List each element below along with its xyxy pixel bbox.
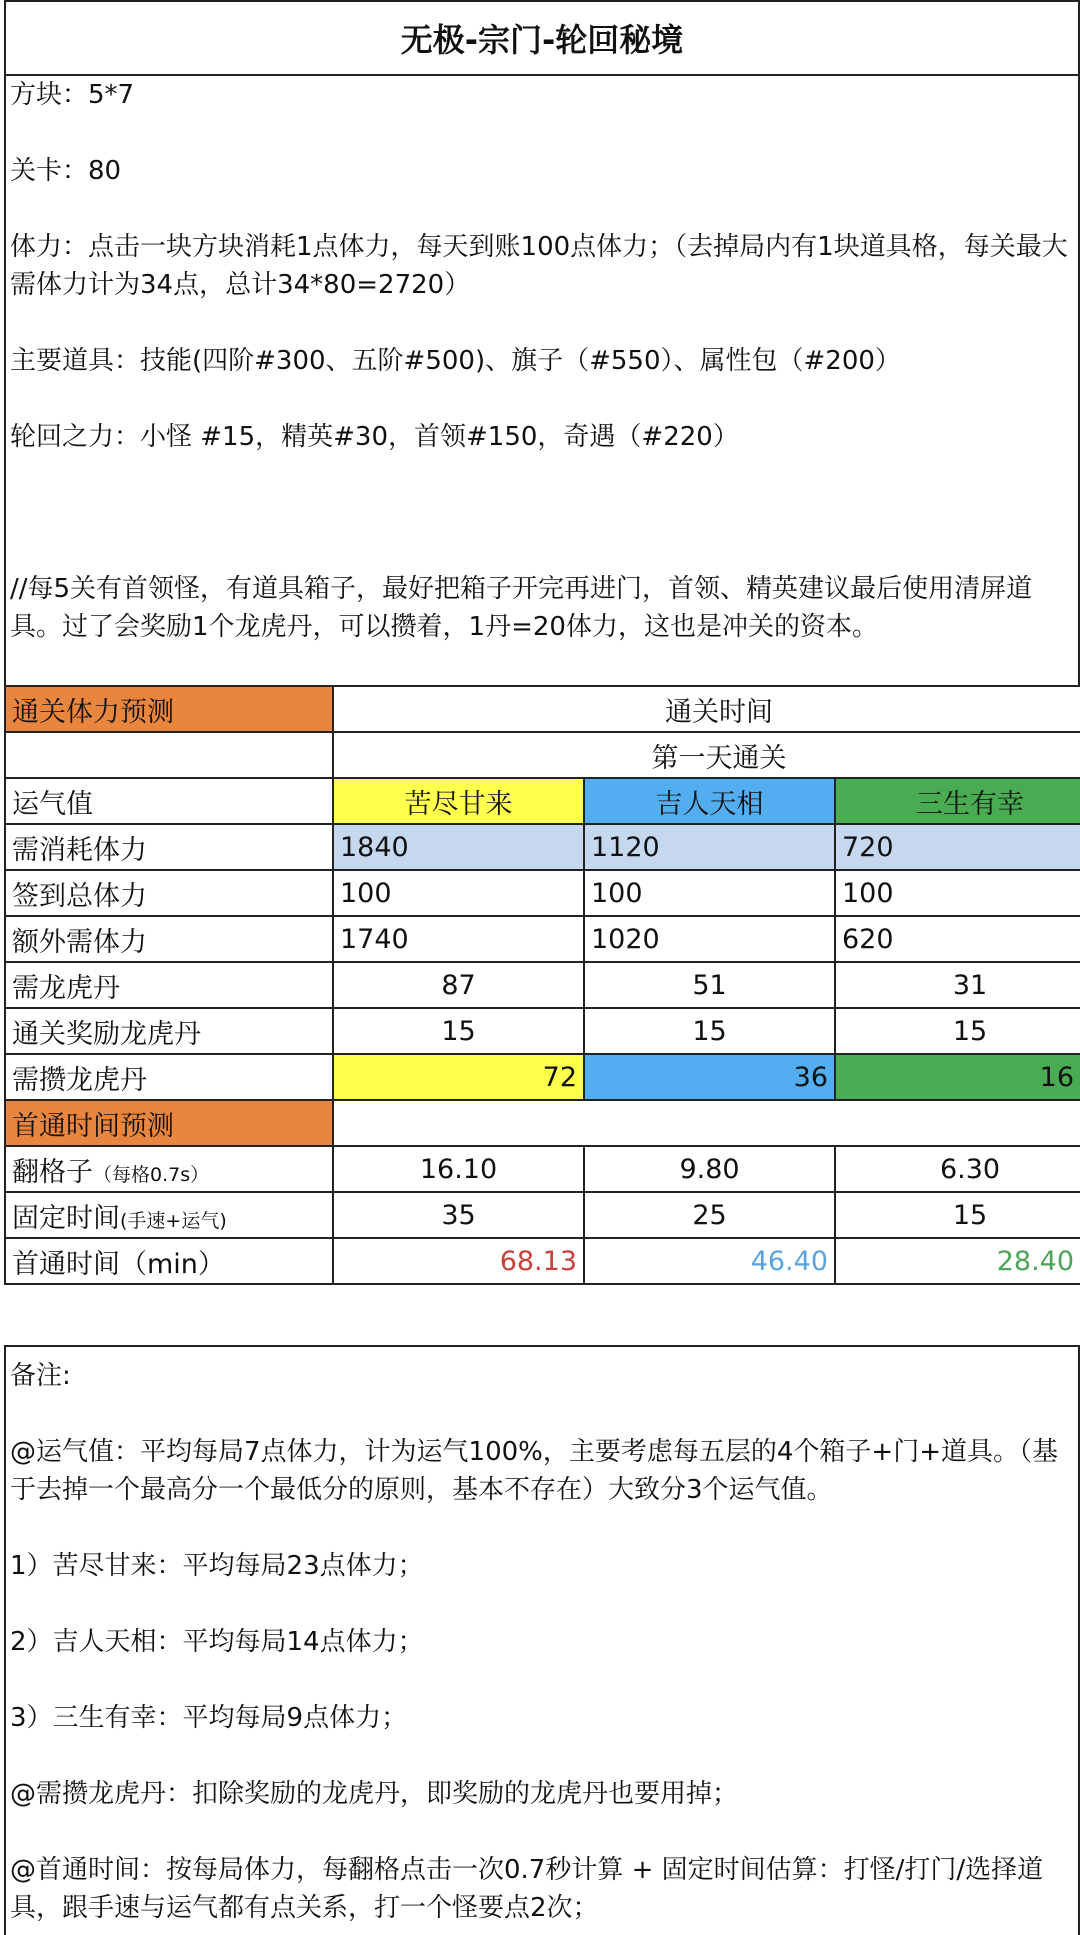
- note-l1: 1）苦尽甘来：平均每局23点体力；: [10, 1551, 424, 1581]
- cell-value: 51: [584, 962, 835, 1008]
- cell-value: 35: [333, 1192, 584, 1238]
- power-info: 轮回之力：小怪 #15，精英#30，首领#150，奇遇（#220）: [10, 422, 739, 452]
- table-row: [5, 686, 1080, 732]
- cell-value: 1020: [584, 916, 835, 962]
- table-row: [5, 778, 1080, 824]
- cell-value: 9.80: [584, 1146, 835, 1192]
- notes-heading: 备注:: [10, 1361, 71, 1391]
- table-row: [5, 824, 1080, 870]
- cell-value: 36: [584, 1054, 835, 1100]
- cell-value: 100: [333, 870, 584, 916]
- row-label: 首通时间（min）: [5, 1238, 333, 1284]
- cell-value: 6.30: [835, 1146, 1080, 1192]
- cell-value: 1740: [333, 916, 584, 962]
- table-row: [5, 1008, 1080, 1054]
- luck-bitter-sweet: 苦尽甘来: [333, 778, 584, 824]
- cell-value: 15: [835, 1008, 1080, 1054]
- forecast-table: [4, 685, 1080, 1285]
- table-row: [5, 1054, 1080, 1100]
- cell-value: 15: [835, 1192, 1080, 1238]
- empty-cell: [333, 1100, 1080, 1146]
- intro-text: [6, 76, 1078, 646]
- cell-value: 1120: [584, 824, 835, 870]
- tip-info: //每5关有首领怪，有道具箱子，最好把箱子开完再进门，首领、精英建议最后使用清屏道具。过了会奖励1个龙虎丹，可以攒着，1丹=20体力，这也是冲关的资本。: [10, 574, 1033, 642]
- section-first-clear-forecast: 首通时间预测: [5, 1100, 333, 1146]
- row-label: 需龙虎丹: [5, 962, 333, 1008]
- intro-panel: [4, 0, 1080, 685]
- cell-value: 620: [835, 916, 1080, 962]
- cell-value: 28.40: [835, 1238, 1080, 1284]
- levels-info: 关卡：80: [10, 156, 122, 186]
- notes-panel: [4, 1345, 1080, 1935]
- row-label: [5, 1192, 333, 1238]
- flip-label: 翻格子: [12, 1156, 93, 1188]
- page-title: 无极-宗门-轮回秘境: [6, 2, 1078, 76]
- cell-value: 46.40: [584, 1238, 835, 1284]
- cell-value: 100: [835, 870, 1080, 916]
- cell-value: 720: [835, 824, 1080, 870]
- note-luck: @运气值：平均每局7点体力，计为运气100%，主要考虑每五层的4个箱子+门+道具。（基于去掉一个最高分一个最低分的原则，基本不存在）大致分3个运气值。: [10, 1437, 1058, 1505]
- note-save: @需攒龙虎丹：扣除奖励的龙虎丹，即奖励的龙虎丹也要用掉；: [10, 1779, 739, 1809]
- cell-value: 25: [584, 1192, 835, 1238]
- header-first-day: 第一天通关: [333, 732, 1080, 778]
- stamina-info: 体力：点击一块方块消耗1点体力，每天到账100点体力；（去掉局内有1块道具格，每关最大需体力计为34点，总计34*80=2720）: [10, 232, 1068, 300]
- note-l3: 3）三生有幸：平均每局9点体力；: [10, 1703, 408, 1733]
- spacer: [10, 494, 1074, 570]
- fixed-label: 固定时间: [12, 1202, 120, 1234]
- cell-value: 16.10: [333, 1146, 584, 1192]
- table-row: [5, 1238, 1080, 1284]
- note-l2: 2）吉人天相：平均每局14点体力；: [10, 1627, 424, 1657]
- fixed-note: (手速+运气): [120, 1209, 227, 1232]
- note-first: @首通时间：按每局体力，每翻格点击一次0.7秒计算 + 固定时间估算：打怪/打门/选择道具，跟手速与运气都有点关系，打一个怪要点2次；: [10, 1855, 1044, 1923]
- table-row: [5, 1100, 1080, 1146]
- cell-value: 72: [333, 1054, 584, 1100]
- empty-cell: [5, 732, 333, 778]
- row-label: 需消耗体力: [5, 824, 333, 870]
- cell-value: 87: [333, 962, 584, 1008]
- section-stamina-forecast: 通关体力预测: [5, 686, 333, 732]
- row-label: 签到总体力: [5, 870, 333, 916]
- table-row: [5, 1192, 1080, 1238]
- table-row: [5, 1146, 1080, 1192]
- table-row: [5, 732, 1080, 778]
- row-label: 额外需体力: [5, 916, 333, 962]
- header-clear-time: 通关时间: [333, 686, 1080, 732]
- luck-three-lives: 三生有幸: [835, 778, 1080, 824]
- luck-lucky-person: 吉人天相: [584, 778, 835, 824]
- cell-value: 16: [835, 1054, 1080, 1100]
- cell-value: 15: [333, 1008, 584, 1054]
- row-label: [5, 1146, 333, 1192]
- cell-value: 1840: [333, 824, 584, 870]
- cell-value: 31: [835, 962, 1080, 1008]
- grid-info: 方块：5*7: [10, 80, 135, 110]
- luck-label: 运气值: [5, 778, 333, 824]
- cell-value: 15: [584, 1008, 835, 1054]
- table-row: [5, 962, 1080, 1008]
- table-row: [5, 870, 1080, 916]
- flip-note: （每格0.7s）: [93, 1163, 210, 1186]
- row-label: 通关奖励龙虎丹: [5, 1008, 333, 1054]
- cell-value: 100: [584, 870, 835, 916]
- items-info: 主要道具：技能(四阶#300、五阶#500)、旗子（#550）、属性包（#200）: [10, 346, 901, 376]
- table-row: [5, 916, 1080, 962]
- cell-value: 68.13: [333, 1238, 584, 1284]
- row-label: 需攒龙虎丹: [5, 1054, 333, 1100]
